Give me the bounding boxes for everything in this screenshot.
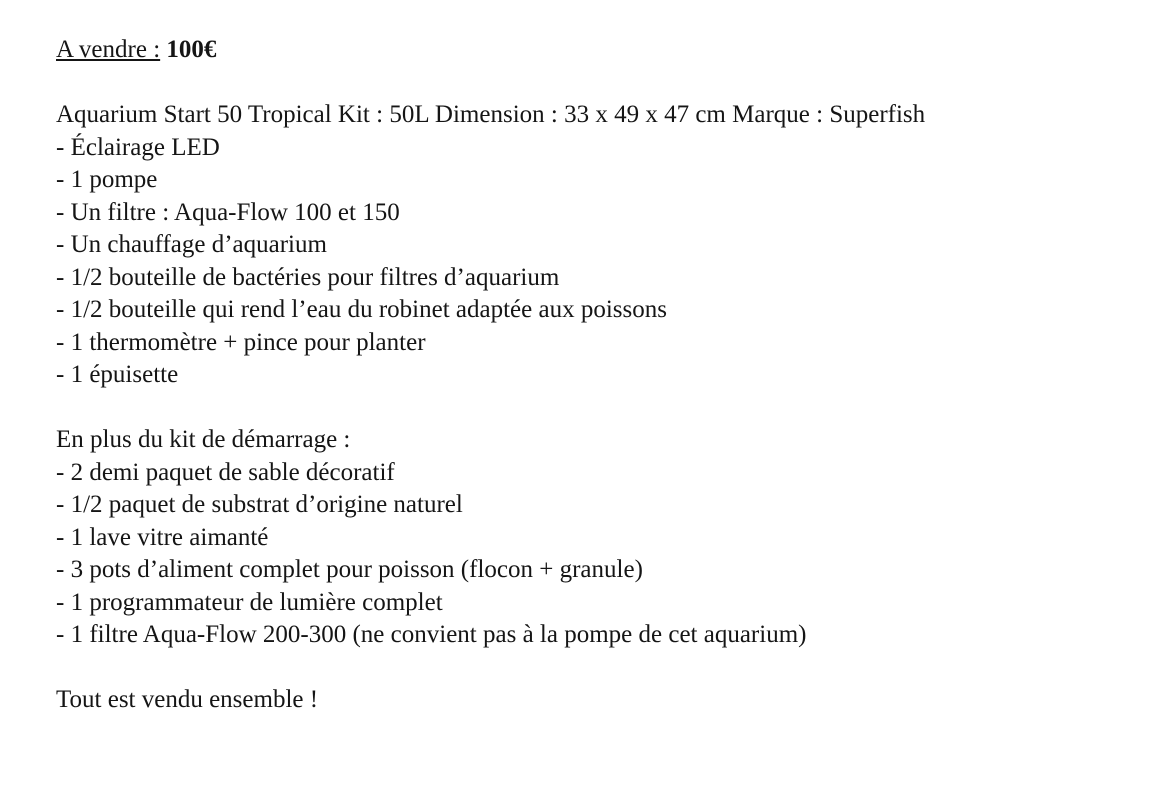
kit-item: - Un filtre : Aqua-Flow 100 et 150 bbox=[56, 198, 400, 226]
sale-label: A vendre : bbox=[56, 36, 161, 63]
spacer bbox=[56, 392, 1146, 425]
kit-item: - 1 pompe bbox=[56, 166, 158, 193]
sale-heading bbox=[56, 34, 1146, 67]
extras-title: En plus du kit de démarrage : bbox=[56, 426, 351, 453]
kit-items-list bbox=[56, 132, 1146, 392]
kit-item: - Éclairage LED bbox=[56, 133, 220, 161]
sale-listing-document bbox=[56, 34, 1146, 717]
extras-item: - 1 programmateur de lumière complet bbox=[56, 588, 443, 616]
extras-item: - 1 lave vitre aimanté bbox=[56, 523, 269, 551]
extras-item: - 1/2 paquet de substrat d’origine naturel bbox=[56, 491, 463, 518]
extras-items-list bbox=[56, 457, 1146, 652]
kit-item: - 1/2 bouteille qui rend l’eau du robinet adaptée aux poissons bbox=[56, 296, 667, 323]
kit-item: - Un chauffage d’aquarium bbox=[56, 231, 327, 258]
kit-item: - 1/2 bouteille de bactéries pour filtres d’aquarium bbox=[56, 263, 560, 291]
extras-item: - 3 pots d’aliment complet pour poisson (flocon + granule) bbox=[56, 556, 643, 583]
extras-item: - 1 filtre Aqua-Flow 200-300 (ne convient pas à la pompe de cet aquarium) bbox=[56, 621, 807, 648]
spacer bbox=[56, 652, 1146, 685]
kit-item: - 1 thermomètre + pince pour planter bbox=[56, 328, 426, 356]
spacer bbox=[56, 67, 1146, 100]
product-description: Aquarium Start 50 Tropical Kit : 50L Dimension : 33 x 49 x 47 cm Marque : Superfish bbox=[56, 101, 926, 128]
closing-note: Tout est vendu ensemble ! bbox=[56, 686, 319, 713]
extras-item: - 2 demi paquet de sable décoratif bbox=[56, 458, 395, 486]
kit-item: - 1 épuisette bbox=[56, 361, 179, 388]
sale-price: 100€ bbox=[166, 36, 217, 63]
